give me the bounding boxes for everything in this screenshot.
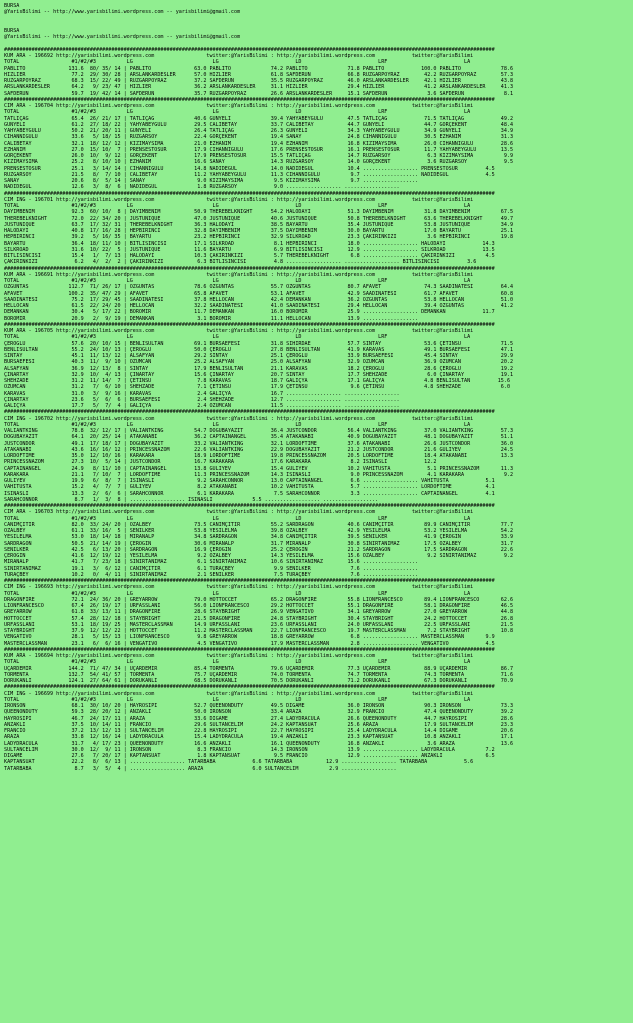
race-row: JUSTUNIQUE 63.7 17/ 32/ 31 | THEREBELKNIGHT 36.3 HALODAYI 38.5 BAYARTU 35.4 JUSTUNIQUE 53.8 JUSTUNIQUE 34.9 <box>4 221 514 228</box>
race-column-header: TOTAL #1/#2/#3 LG LG LD LRF LA <box>4 659 471 666</box>
race-row: SINIRTANIMAZ 19.1 3/ 6/ 12 | CANIMÇITIR 6.1 TURAÇBEY 9.9 SENILKER 7.6 .................. <box>4 565 419 572</box>
race-row: SARDRAGON 50.5 21/ 14/ 19 | ÇEROGIN 30.6 MIRANALP 31.7 MIRANALP 30.8 SINIRTANIMAZ 17.5 ÖZALBEY 31.7 <box>4 540 514 547</box>
race-row: RÜZGARPOYRAZ 68.3 15/ 22/ 49 | RÜZGARPOYRAZ 37.2 SAFDERUN 35.5 RÜZGARPOYRAZ 46.0 ARSLANKARDESLER 42.1 HIZLIER 43.8 <box>4 78 514 84</box>
race-row: DRAGONFIRE 72.1 24/ 36/ 20 | GREYARROW 79.0 HOTTOCCET 65.2 DRAGONFIRE 55.8 LIONFRANCESCO 89.4 LIONFRANCESCO 62.6 <box>4 596 514 603</box>
separator-line: ################################################################################################################################################################ <box>4 578 495 584</box>
race-row: CIHANNIGÜLÜ 33.6 5/ 18/ 15 | RÜZGARSOY 22.4 GÖRÇEKENT 19.4 SANAY 24.8 CIHANNIGÜLÜ 30.5 EZHANIM 31.3 <box>4 134 514 141</box>
race-row: KARAKARA 21.1 7/ 10/ 7 | LORDOFTIME 11.3 PRINCESSNAZOM 14.3 ISINASLI 9.0 PRINCESSNAZOM 4.1 KARAKARA 9.2 <box>4 471 514 478</box>
race-row: BURSAEFESI 40.3 11/ 9/ 10 | ÖZÜMCAN 25.2 ALSAFYAN 25.0 ALSAFYAN 32.9 ÖZÜMCAN 36.9 ÖZÜMCAN 20.2 <box>4 359 514 366</box>
race-title: CIM ARA - 196704 http://yarisbilimi.wordpress.com twitter:@YarisBilimi : http://yarisbilimi.wordpress.com twitter:@YarisBilimi <box>4 103 474 109</box>
race-column-header: TOTAL #1/#2/#3 LG LG LD LRF LA <box>4 696 471 703</box>
race-row: SINTAY 45.1 11/ 13/ 12 | ALSAFYAN 29.2 SINTAY 25.1 ÇEROGLU 33.9 BURSAEFESI 45.4 SINTAY 29.9 <box>4 353 514 359</box>
race-row: ÇINARTAY 23.6 5/ 6/ 6 | BURSAEFESI 2.4 SHEHZADE 12.7 .................. .................. <box>4 396 400 403</box>
race-row: SILKROAD 31.6 10/ 22/ 5 | JUSTUNIQUE 11.6 BAYARTU 6.9 BITLISINCISI 12.9 .................. SILKROAD 13.5 <box>4 246 495 253</box>
race-row: MIRANALP 41.7 7/ 23/ 18 | SINIRTANIMAZ 6.1 SINIRTANIMAZ 10.6 SINIRTANIMAZ 15.6 .................. <box>4 559 419 566</box>
race-row: THEREBELKNIGHT 72.0 22/ 34/ 20 | JUSTUNIQUE 47.0 JUSTUNIQUE 40.6 JUSTUNIQUE 50.8 THEREBELKNIGHT 63.6 THEREBELKNIGHT 49.7 <box>4 215 514 222</box>
race-row: SULTANCELIM 30.0 12/ 9/ 11 | IRONSON 8.3 FRANCIO 14.3 IRONSON 13.9 .................. LADYDRACULA 7.2 <box>4 746 495 753</box>
race-row: GALIÇYA 17.7 5/ 7/ 4 | GALIÇYA 2.4 ÖZÜMCAN 11.5 .................. .................. <box>4 403 400 409</box>
race-row: TURAÇBEY 10.2 0/ 4/ 11 | SINIRTANIMAZ 2.1 SENILKER 7.5 TURAÇBEY 7.6 .................. <box>4 571 419 578</box>
race-column-header: TOTAL #1/#2/#3 LG LG LD LRF LA <box>4 59 471 66</box>
separator-line: ################################################################################################################################################################ <box>4 46 495 53</box>
race-row: VALIANTKING 78.8 32/ 12/ 17 | VALIANTKING 54.7 DOGUBAYAZIT 36.4 JUSTCONDOR 56.4 VALIANTKING 37.0 VALIANTKING 57.3 <box>4 428 514 434</box>
race-column-header: TOTAL #1/#2/#3 LG LG LD LRF LA <box>4 590 471 597</box>
race-title: CIM ARA - 196703 http://yarisbilimi.wordpress.com twitter:@YarisBilimi : http://yarisbilimi.wordpress.com twitter:@YarisBilimi <box>4 509 474 516</box>
header-line: BURSA <box>4 28 20 34</box>
race-row: SANAY 20.6 8/ 5/ 14 | SANAY 9.0 KIZIMAYSIMA 9.5 KIZIMAYSIMA 9.7 .................. <box>4 178 419 184</box>
race-row: VENGATIVO 28.1 5/ 15/ 13 | LIONFRANCESCO 9.8 GREYARROW 18.8 GREYARROW 6.8 .................. MASTERCLASSMAN 9.9 <box>4 634 495 641</box>
header-line: @YarisBilimi -- http://www.yarisbilimi.wordpress.com -- yarisbilimi@gmail.com <box>4 9 241 16</box>
race-row: ÇINARTAY 32.9 10/ 4/ 13 | ÇINARTAY 15.6 ÇINARTAY 20.7 SINTAY 17.7 SHEHZADE 6.0 ÇINARTAY 19.1 <box>4 371 514 378</box>
race-row: KAPTANSUAT 22.2 8/ 6/ 13 | .................. TATARBABA 6.6 TATARBABA 12.9 .................. TATARBABA 5.6 <box>4 759 474 766</box>
race-row: BITLISINCISI 15.4 1/ 7/ 13 | HALODAYI 10.3 ÇAKIRINKIZI 5.7 THEREBELKNIGHT 6.8 .................. ÇAKIRINKIZI 4.5 <box>4 253 495 259</box>
race-column-header: TOTAL #1/#2/#3 LG LG LD LRF LA <box>4 278 471 284</box>
race-row: PRINCESSNAZOM 27.3 10/ 5/ 14 | JUSTCONDOR 16.7 KARAKARA 17.6 KARAKARA 8.2 ISINASLI 12.2 <box>4 459 437 466</box>
race-title: KUM ARA - 196691 http://yarisbilimi.wordpress.com twitter:@YarisBilimi : http://yarisbilimi.wordpress.com twitter:@YarisBilimi <box>4 271 474 278</box>
separator-line: ################################################################################################################################################################ <box>4 503 495 509</box>
race-row: ALSAFYAN 36.9 12/ 13/ 8 | SINTAY 17.9 BENLISULTAN 21.1 KARAVAS 18.2 ÇEROGLU 28.6 ÇEROGLU 19.2 <box>4 365 514 372</box>
race-row: DIGAME 27.6 7/ 20/ 17 | KAPTANSUAT 1.8 KAPTANSUAT 9.5 FRANCIO 12.9 .................. ANZAKLI 6.5 <box>4 753 495 759</box>
separator-line: ################################################################################################################################################################ <box>4 684 495 691</box>
separator-line: ################################################################################################################################################################ <box>4 265 495 272</box>
race-row: ÖZALBEY 61.1 33/ 16/ 5 | SENILKER 53.8 YESILELMA 39.8 ÖZALBEY 42.9 YESILELMA 53.2 YESILELMA 54.2 <box>4 528 514 534</box>
race-row: CANIMÇITIR 82.0 33/ 24/ 20 | ÖZALBEY 73.5 CANIMÇITIR 55.2 SARDRAGON 40.6 CANIMÇITIR 89.9 CANIMÇITIR 77.7 <box>4 521 514 528</box>
race-row: LIONFRANCESCO 67.4 26/ 19/ 17 | URFASSLANI 56.0 LIONFRANCESCO 29.2 HOTTOCCET 55.1 DRAGONFIRE 58.1 DRAGONFIRE 46.5 <box>4 603 514 609</box>
race-row: GÖRÇEKENT 26.0 10/ 9/ 12 | GÖRÇEKENT 17.9 PRENSESTOSUR 15.5 TATLIÇAG 14.7 RÜZGARSOY 6.3 KIZIMAYSIMA 9.9 <box>4 153 514 159</box>
race-row: SAFDERUN 59.7 19/ 42/ 14 | SAFDERUN 35.7 RÜZGARPOYRAZ 26.6 ARSLANKARDESLER 15.1 SAFDERUN 3.6 SAFDERUN 8.1 <box>4 90 514 97</box>
race-row: HALODAYI 40.8 17/ 16/ 28 | HEPBIRINCI 32.8 DAYIMBENIM 37.5 DAYIMBENIM 30.0 BAYARTU 17.0 BAYARTU 25.1 <box>4 228 514 234</box>
race-title: CIM ING - 196701 http://yarisbilimi.wordpress.com twitter:@YarisBilimi : http://yarisbilimi.wordpress.com twitter:@YarisBilimi <box>4 196 474 203</box>
race-title: CIM ING - 196702 http://yarisbilimi.wordpress.com twitter:@YarisBilimi : http://yarisbilimi.wordpress.com twitter:@YarisBilimi <box>4 415 474 422</box>
race-row: GÜNYELI 61.2 27/ 18/ 22 | YAHYABEYGÜLÜ 29.5 CALIBETAY 33.7 CALIBETAY 44.7 GÜNYELI 44.7 GÖRÇEKENT 48.4 <box>4 121 514 128</box>
race-row: EZHANIM 27.0 15/ 10/ 7 | PRENSESTOSUR 17.9 CIHANNIGÜLÜ 17.6 PRENSESTOSUR 16.1 PRENSESTOSUR 11.7 YAHYABEYGÜLÜ 13.5 <box>4 146 514 153</box>
race-row: HAYROSIPI 46.7 24/ 17/ 11 | ARAZA 33.6 DIGAME 27.4 LADYDRACULA 26.6 QUEENONDUTY 44.7 HAYROSIPI 28.6 <box>4 715 514 722</box>
race-row: HELLOCAN 61.5 22/ 24/ 20 | HELLOCAN 32.2 SAADINATESI 41.0 SAADINATESI 29.4 HELLOCAN 39.4 ÖZGÜNTAS 41.2 <box>4 303 514 309</box>
race-row: TORMENTA 132.7 54/ 41/ 57 | TORMENTA 75.7 UÇARDEMIR 74.0 TORMENTA 74.7 TORMENTA 74.3 TORMENTA 71.6 <box>4 671 514 678</box>
race-row: VAHITUSTA 15.2 4/ 7/ 7 | GULIYEV 8.2 ATAKANABI 10.2 VAHITUSTA 5.7 .................. LORDOFTIME 4.1 <box>4 484 495 491</box>
race-row: STAYBRIGHT 37.9 12/ 12/ 22 | HOTTOCCET 11.2 MASTERCLASSMAN 22.7 LIONFRANCESCO 19.7 MASTERCLASSMAN 7.2 STAYBRIGHT 10.8 <box>4 628 514 634</box>
race-column-header: TOTAL #1/#2/#3 LG LG LD LRF LA <box>4 109 471 116</box>
race-row: GULIYEV 19.9 6/ 8/ 7 | ISINASLI 9.2 SARAHCONNOR 13.0 CAPTAINANGEL 6.6 .................. VAHITUSTA 5.1 <box>4 478 495 484</box>
race-row: AFAVET 100.2 35/ 47/ 29 | AFAVET 65.8 AFAVET 53.1 AFAVET 42.9 SAADINATESI 61.7 AFAVET 60.8 <box>4 290 514 297</box>
race-row: ÇEROGLU 57.6 20/ 10/ 15 | BENLISULTAN 69.1 BURSAEFESI 31.8 SIHIRDAE 57.7 SINTAY 53.6 ÇETINSU 71.5 <box>4 340 514 347</box>
separator-line: ################################################################################################################################################################ <box>4 646 495 653</box>
race-row: LADYDRACULA 31.7 4/ 17/ 23 | QUEENONDUTY 16.6 ANZAKLI 16.1 QUEENONDUTY 16.8 ANZAKLI 3.6 ARAZA 13.6 <box>4 740 514 747</box>
race-row: ATAKANABI 43.6 16/ 16/ 12 | PRINCESSNAZOM 22.6 VALIANTKING 22.9 DOGUBAYAZIT 21.2 JUSTCONDOR 21.6 GULIYEV 24.5 <box>4 446 514 453</box>
race-row: RÜZGARSOY 21.5 8/ 7/ 10 | CALIBETAY 11.2 YAHYABEYGÜLÜ 11.3 CIHANNIGÜLÜ 9.7 .................. NADIDEGÜL 4.5 <box>4 171 495 178</box>
race-column-header: TOTAL #1/#2/#3 LG LG LD LRF LA <box>4 334 471 341</box>
race-row: ISINASLI 13.3 2/ 6/ 6 | SARAHCONNOR 6.1 KARAKARA 7.5 SARAHCONNOR 3.3 .................. CAPTAINANGEL 4.1 <box>4 490 495 497</box>
race-row: BOROMIR 20.9 2/ 9/ 19 | DEMANKAN 3.1 BOROMIR 11.1 HELLOCAN 13.9 .................. <box>4 315 419 322</box>
race-title: KUM ARA - 196694 http://yarisbilimi.wordpress.com twitter:@YarisBilimi : http://yarisbilimi.wordpress.com twitter:@YarisBilimi <box>4 653 474 659</box>
race-row: KIZIMAYSIMA 25.2 8/ 10/ 10 | EZHANIM 16.6 SANAY 14.3 RÜZGARSOY 14.0 GÖRÇEKENT 3.6 RÜZGARSOY 9.5 <box>4 159 514 166</box>
race-row: KARAVAS 31.0 3/ 9/ 16 | KARAVAS 2.4 GALIÇYA 16.7 .................. .................. <box>4 390 400 397</box>
race-row: JUSTCONDOR 49.1 17/ 18/ 17 | DOGUBAYAZIT 33.2 VALIANTKING 32.1 LORDOFTIME 37.6 ATAKANABI 26.6 JUSTCONDOR 36.0 <box>4 440 514 447</box>
race-title: CIM ING - 196693 http://yarisbilimi.wordpress.com twitter:@YarisBilimi : http://yarisbilimi.wordpress.com twitter:@YarisBilimi <box>4 584 474 591</box>
race-row: DORUKANLI 124.1 27/ 64/ 61 | DORUKANLI 68.5 DORUKANLI 70.5 DORUKANLI 71.2 DORUKANLI 67.3 DORUKANLI 70.9 <box>4 678 514 684</box>
race-column-header: TOTAL #1/#2/#3 LG LG LD LRF LA <box>4 515 471 522</box>
race-row: CALIBETAY 32.1 18/ 12/ 12 | KIZIMAYSIMA 21.0 EZHANIM 19.4 EZHANIM 16.8 KIZIMAYSIMA 26.0 CIHANNIGÜLÜ 28.6 <box>4 140 514 147</box>
race-column-header: TOTAL #1/#2/#3 LG LG LD LRF LA <box>4 203 471 209</box>
race-row: CAPTAINANGEL 24.9 8/ 11/ 10 | CAPTAINANGEL 13.8 GULIYEV 15.4 GULIYEV 10.2 VAHITUSTA 5.1 PRINCESSNAZOM 11.3 <box>4 465 514 472</box>
race-row: DEMANKAN 30.4 5/ 17/ 22 | BOROMIR 11.7 DEMANKAN 16.0 BOROMIR 25.9 .................. DEMANKAN 11.7 <box>4 309 495 316</box>
race-row: DAYIMBENIM 92.3 60/ 10/ 8 | DAYIMBENIM 50.9 THEREBELKNIGHT 54.2 HALODAYI 51.3 DAYIMBENIM 31.8 DAYIMBENIM 67.5 <box>4 209 514 216</box>
race-row: IRONSON 68.1 30/ 10/ 20 | HAYROSIPI 52.7 QUEENONDUTY 49.5 DIGAME 36.0 IRONSON 90.3 IRONSON 73.3 <box>4 703 514 709</box>
race-row: SHEHZADE 31.2 11/ 14/ 7 | ÇETINSU 7.8 KARAVAS 18.7 GALIÇYA 17.1 GALIÇYA 4.8 BENLISULTAN 15.6 <box>4 378 511 384</box>
race-row: ARAZA 33.8 12/ 16/ 14 | LADYDRACULA 15.4 LADYDRACULA 19.4 ANZAKLI 23.3 KAPTANSUAT 10.8 ANZAKLI 17.1 <box>4 734 514 741</box>
race-row: HOTTOCCET 57.4 28/ 12/ 18 | STAYBRIGHT 21.5 DRAGONFIRE 24.8 STAYBRIGHT 30.4 STAYBRIGHT 24.2 HOTTOCCET 26.8 <box>4 615 514 622</box>
separator-line: ################################################################################################################################################################ <box>4 321 495 328</box>
race-row: ÖZGÜNTAS 112.7 71/ 26/ 17 | ÖZGÜNTAS 78.6 ÖZGÜNTAS 55.7 ÖZGÜNTAS 80.7 AFAVET 74.3 SAADINATESI 64.4 <box>4 284 514 291</box>
separator-line: ################################################################################################################################################################ <box>4 409 495 416</box>
race-row: NADIDEGÜL 12.6 3/ 8/ 6 | NADIDEGÜL 1.8 RÜZGARSOY 9.0 .................. .................. <box>4 184 400 191</box>
race-column-header: TOTAL #1/#2/#3 LG LG LD LRF LA <box>4 421 471 428</box>
race-row: YESILELMA 53.0 18/ 14/ 18 | MIRANALP 34.8 SARDRAGON 34.8 CANIMÇITIR 39.5 SENILKER 41.9 ÇEROGIN 33.9 <box>4 534 514 541</box>
race-row: YAHYABEYGÜLÜ 50.2 21/ 20/ 11 | GÜNYELI 26.4 TATLIÇAG 26.3 GÜNYELI 34.3 YAHYABEYGÜLÜ 34.9 GÜNYELI 34.9 <box>4 128 514 134</box>
header-line: @YarisBilimi -- http://www.yarisbilimi.wordpress.com -- yarisbilimi@gmail.com <box>4 34 241 41</box>
race-row: PABLITO 131.6 80/ 35/ 14 | PABLITO 63.0 PABLITO 74.2 PABLITO 71.8 PABLITO 100.0 PABLITO 78.6 <box>4 65 514 72</box>
race-row: SENILKER 42.5 6/ 13/ 20 | SARDRAGON 16.9 ÇEROGIN 25.2 ÇEROGIN 21.2 SARDRAGON 17.5 SARDRAGON 22.6 <box>4 546 514 553</box>
race-row: DOGUBAYAZIT 64.1 20/ 25/ 14 | ATAKANABI 36.2 CAPTAINANGEL 35.4 ATAKANABI 40.9 DOGUBAYAZIT 48.1 DOGUBAYAZIT 51.1 <box>4 434 514 441</box>
race-report-document <box>4 3 633 772</box>
separator-line: ################################################################################################################################################################ <box>4 190 495 197</box>
race-row: ÇEROGIN 41.6 12/ 19/ 12 | YESILELMA 9.2 ÖZALBEY 14.3 YESILELMA 15.6 ÖZALBEY 9.2 SINIRTANIMAZ 9.2 <box>4 553 514 559</box>
race-row: MASTERCLASSMAN 23.1 6/ 6/ 16 | VENGATIVO 4.5 VENGATIVO 17.9 MASTERCLASSMAN 2.8 .................. VENGATIVO 4.5 <box>4 640 495 647</box>
race-row: SARAHCONNOR 8.7 1/ 3/ 8 | .................. ISINASLI 5.5 .................. .................. <box>4 496 379 503</box>
race-row: FRANCIO 37.2 13/ 12/ 13 | SULTANCELIM 22.8 HAYROSIPI 22.7 HAYROSIPI 25.4 LADYDRACULA 14.4 DIGAME 20.6 <box>4 728 514 734</box>
race-row: UÇARDEMIR 144.2 71/ 47/ 34 | UÇARDEMIR 85.4 TORMENTA 79.6 UÇARDEMIR 77.3 UÇARDEMIR 88.9 UÇARDEMIR 86.7 <box>4 665 514 672</box>
race-row: GREYARROW 61.8 33/ 13/ 11 | DRAGONFIRE 28.6 STAYBRIGHT 26.9 VENGATIVO 34.1 GREYARROW 27.0 GREYARROW 44.8 <box>4 609 514 616</box>
race-row: BAYARTU 36.4 18/ 11/ 10 | BITLISINCISI 17.1 SILKROAD 8.1 HEPBIRINCI 18.0 .................. HALODAYI 14.3 <box>4 240 495 247</box>
race-row: ANZAKLI 37.5 10/ 14/ 11 | FRANCIO 29.6 SULTANCELIM 24.2 KAPTANSUAT 25.6 ARAZA 17.9 SULTANCELIM 23.3 <box>4 721 514 728</box>
header-line: BURSA <box>4 3 20 9</box>
race-row: ÇAKIRINKIZI 6.2 4/ 2/ 2 | ÇAKIRINKIZI 6.3 BITLISINCISI 4.8 .................. .................. BITLISINCISI 3.6 <box>4 259 477 266</box>
race-row: HIZLIER 77.2 29/ 30/ 28 | ARSLANKARDESLER 57.0 HIZLIER 61.8 SAFDERUN 66.8 RÜZGARPOYRAZ 42.2 RÜZGARPOYRAZ 57.3 <box>4 71 514 78</box>
separator-line: ################################################################################################################################################################ <box>4 96 495 103</box>
race-row: PRENSESTOSUR 25.1 3/ 14/ 14 | CIHANNIGÜLÜ 14.8 NADIDEGÜL 14.0 NADIDEGÜL 10.4 .................. PRENSESTOSUR 4.5 <box>4 165 495 172</box>
race-row: TATLIÇAG 65.4 26/ 21/ 17 | TATLIÇAG 40.6 GÜNYELI 39.4 YAHYABEYGÜLÜ 47.5 TATLIÇAG 71.5 TATLIÇAG 49.2 <box>4 115 514 122</box>
race-row: LORDOFTIME 35.0 12/ 10/ 16 | KARAKARA 18.9 LORDOFTIME 19.8 PRINCESSNAZOM 20.5 LORDOFTIME 18.4 ATAKANABI 13.3 <box>4 453 514 459</box>
race-row: BENLISULTAN 55.2 24/ 10/ 13 | ÇEROGLU 50.0 ÇEROGLU 27.8 BENLISULTAN 41.9 KARAVAS 49.1 BURSAEFESI 47.1 <box>4 346 514 353</box>
race-row: SAADINATESI 75.2 17/ 29/ 45 | SAADINATESI 37.8 HELLOCAN 42.4 DEMANKAN 36.2 ÖZGÜNTAS 53.8 HELLOCAN 51.0 <box>4 296 514 303</box>
race-row: URFASSLANI 53.1 18/ 19/ 25 | MASTERCLASSMAN 14.9 URFASSLANI 23.6 URFASSLANI 24.0 URFASSLANI 22.5 URFASSLANI 21.5 <box>4 621 514 628</box>
race-row: HEPBIRINCI 39.2 5/ 16/ 35 | BAYARTU 23.2 HEPBIRINCI 32.9 SILKROAD 23.3 ÇAKIRINKIZI 3.6 HEPBIRINCI 19.8 <box>4 234 514 241</box>
race-row: ARSLANKARDESLER 64.2 9/ 23/ 47 | HIZLIER 36.2 ARSLANKARDESLER 31.1 HIZLIER 29.4 HIZLIER 41.2 ARSLANKARDESLER 41.3 <box>4 84 514 91</box>
race-title: CIM ING - 196699 http://yarisbilimi.wordpress.com twitter:@YarisBilimi : http://yarisbilimi.wordpress.com twitter:@YarisBilimi <box>4 690 474 697</box>
race-title: KUM ARA - 196692 http://yarisbilimi.wordpress.com twitter:@YarisBilimi : http://yarisbilimi.wordpress.com twitter:@YarisBilimi <box>4 53 474 59</box>
race-row: QUEENONDUTY 59.3 28/ 20/ 12 | ANZAKLI 50.0 IRONSON 33.4 ARAZA 32.9 FRANCIO 47.4 QUEENONDUTY 39.2 <box>4 709 514 716</box>
race-row: ÖZÜMCAN 31.2 7/ 6/ 10 | SHEHZADE 7.1 ÇETINSU 17.9 ÇETINSU 9.6 ÇETINSU 4.8 SHEHZADE 6.0 <box>4 384 511 391</box>
race-title: KUM ARA - 196705 http://yarisbilimi.wordpress.com twitter:@YarisBilimi : http://yarisbilimi.wordpress.com twitter:@YarisBilimi <box>4 328 474 334</box>
race-row: TATARBABA 8.7 3/ 5/ 4 | .................. ARAZA 6.0 SULTANCELIM 2.9 .................. <box>4 765 397 772</box>
